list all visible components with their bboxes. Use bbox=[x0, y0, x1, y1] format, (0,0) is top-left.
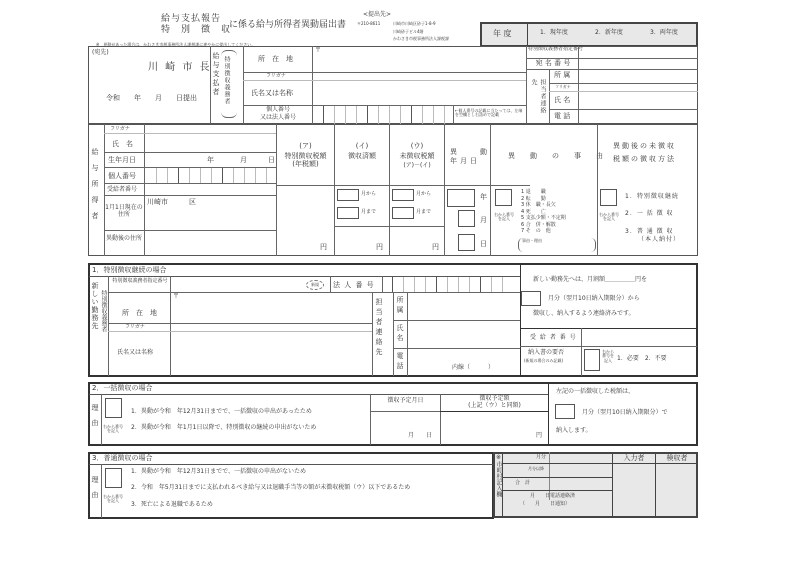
payer-postal-mark: 〒 bbox=[315, 47, 322, 54]
payer-name-input[interactable] bbox=[313, 81, 525, 105]
col-u-yen: 円 bbox=[432, 243, 439, 251]
city-row-month-after: 月分以降 bbox=[528, 466, 544, 471]
section1-recipient-input[interactable] bbox=[582, 329, 697, 346]
employee-vertical-label: 給与所得者 bbox=[91, 148, 99, 228]
method-option-2: 2．一 括 徴 収 bbox=[625, 210, 674, 217]
section1-slip-enter-note: 右から番号を記入 bbox=[602, 349, 614, 363]
reason-item-4: 4 死 亡 bbox=[521, 208, 546, 215]
employee-recipient-input[interactable] bbox=[145, 184, 275, 194]
section1-slip-sub: (新規の場合のみ記載) bbox=[524, 358, 564, 363]
reason-item-5: 5 支払少額・不定期 bbox=[521, 215, 566, 221]
section1-note-line3: 徴収し、納入するよう連絡済みです。 bbox=[533, 310, 635, 317]
birth-month-unit: 月 bbox=[240, 156, 247, 164]
section2-amount-label: 徴収予定額 bbox=[479, 395, 510, 402]
section2-yen: 円 bbox=[536, 432, 543, 439]
city-row-month: 月分 bbox=[536, 454, 547, 460]
col-u-amount-input[interactable] bbox=[390, 227, 444, 255]
contact-dept-input[interactable] bbox=[579, 70, 697, 83]
payer-address-label: 所 在 地 bbox=[258, 55, 293, 63]
method-title-1: 異動後の未徴収 bbox=[613, 142, 676, 150]
section1-slip-input[interactable] bbox=[584, 349, 600, 371]
section1-name-input[interactable] bbox=[171, 324, 371, 376]
reason-list bbox=[521, 189, 566, 235]
employee-name-input[interactable] bbox=[145, 125, 275, 152]
title-suffix: に係る給与所得者異動届出書 bbox=[229, 20, 347, 30]
col-i-amount-input[interactable] bbox=[335, 227, 389, 255]
section2-date-units: 月 日 bbox=[408, 432, 433, 439]
reason-item-2: 2 転 勤 bbox=[521, 195, 546, 202]
section1-note-line2: 月分（翌月10日納入期限分）から bbox=[548, 295, 640, 302]
employee-birth-input[interactable] bbox=[145, 153, 275, 167]
reason-enter-note: 右から番号を記入 bbox=[494, 212, 514, 222]
contact-dept-label: 所 属 bbox=[554, 71, 571, 79]
method-title-2: 税額の徴収方法 bbox=[613, 155, 676, 163]
section1-person-input[interactable] bbox=[408, 321, 520, 348]
col-a-title: 特別徴収税額 bbox=[284, 152, 327, 160]
section1-extension-label: 内線（ ） bbox=[452, 364, 495, 371]
city-check-label: 検収者 bbox=[666, 454, 688, 462]
submit-address1: 川崎市川崎区砂子1-8-9 bbox=[393, 21, 436, 26]
reason-item-1: 1 退 職 bbox=[521, 189, 546, 195]
move-day-unit: 日 bbox=[480, 240, 487, 248]
section1-start-month-input[interactable] bbox=[521, 291, 541, 306]
section1-recipient-label: 受 給 者 番 号 bbox=[530, 334, 577, 341]
employee-furigana-label: フリガナ bbox=[110, 126, 130, 132]
col-a-amount-input[interactable] bbox=[277, 186, 334, 255]
section1-slip-options: 1．必要 2．不要 bbox=[617, 355, 667, 362]
section3-reason-2: 2．令和 年5月31日までに支払われるべき給与又は退職手当等の額が未徴収税額（ウ）以下であるため bbox=[131, 484, 411, 491]
section1-name-label: 氏名又は名称 bbox=[117, 349, 154, 356]
notice-text: ※ 異動があった場合は、かわさき市税事務所法人課税課に速やかに提出してください。 bbox=[96, 42, 256, 47]
employee-name-label: 氏 名 bbox=[112, 140, 133, 148]
city-input-label: 入力者 bbox=[623, 454, 645, 462]
col-u-to-label: 月まで bbox=[416, 209, 432, 215]
move-year-unit: 年 bbox=[480, 193, 487, 201]
submit-address3: かわさき市税事務所法人課税課 bbox=[393, 36, 449, 41]
submission-date[interactable]: 令和 年 月 日提出 bbox=[106, 94, 197, 102]
reason-item-7: 7 そ の 他 bbox=[521, 228, 551, 234]
section3-reason-input[interactable] bbox=[105, 468, 122, 488]
move-date-sub: 年月日 bbox=[450, 157, 480, 165]
contact-phone-label: 電 話 bbox=[554, 112, 571, 120]
col-u-title: 未徴収税額 bbox=[399, 152, 435, 160]
section2-reason-input[interactable] bbox=[105, 398, 122, 418]
section2-title: 2．一括徴収の場合 bbox=[92, 384, 153, 392]
address-number-input[interactable] bbox=[579, 59, 697, 69]
contact-phone-input[interactable] bbox=[579, 110, 697, 123]
section2-note-line1: 左記の一括徴収した税額は、 bbox=[556, 388, 635, 395]
designation-number-input[interactable] bbox=[579, 47, 697, 58]
col-u-from-label: 月から bbox=[416, 191, 432, 197]
city-row-notice: （ 月 日通知） bbox=[520, 501, 571, 507]
section2-note-line2: 月分（翌月10日納入期限分）で bbox=[582, 409, 668, 416]
section3-reason-label: 理由 bbox=[91, 476, 99, 506]
section1-slip-label: 納入書の要否 bbox=[528, 349, 565, 356]
payer-number-note: ←個人番号の記載に当たっては、左端を空欄とし右詰めで記載 bbox=[455, 108, 523, 118]
col-a-sub: (年税額) bbox=[292, 160, 319, 168]
payer-furigana-label: フリガナ bbox=[266, 73, 286, 79]
section1-contact-label: 担当者連絡先 bbox=[375, 298, 383, 358]
section2-reason-2: 2．異動が令和 年1月1日以降で、特別徴収の継続の申出がないため bbox=[131, 424, 317, 431]
reason-item-3: 3 休 職・長欠 bbox=[521, 202, 556, 208]
method-code-input[interactable] bbox=[600, 189, 617, 206]
section2-note-line3: 納入します。 bbox=[556, 427, 592, 434]
reason-item-6: 6 合 併・解散 bbox=[521, 221, 556, 228]
new-address-input[interactable] bbox=[145, 231, 275, 255]
col-i-from-month-input[interactable] bbox=[337, 189, 359, 201]
col-i-from-label: 月から bbox=[361, 191, 377, 197]
title-line1: 給与支払報告 bbox=[161, 14, 222, 24]
col-a-yen: 円 bbox=[320, 243, 327, 251]
employee-recipient-label: 受給者番号 bbox=[107, 186, 138, 193]
mayor-label: 川 崎 市 長 bbox=[148, 62, 212, 73]
col-i-to-label: 月まで bbox=[361, 209, 377, 215]
city-use-vertical-label: ※市町村記入欄 bbox=[495, 454, 502, 497]
submit-to-label: <提出先> bbox=[363, 11, 392, 18]
section1-vertical-label: 新しい勤務先 bbox=[91, 282, 99, 330]
section1-dept-input[interactable] bbox=[408, 293, 520, 319]
move-date-label: 異 動 bbox=[450, 148, 495, 156]
fiscal-year-label: 年 度 bbox=[493, 29, 512, 38]
address-number-label: 宛 名 番 号 bbox=[535, 59, 571, 67]
section1-corp-number-label: 法 人 番 号 bbox=[333, 281, 375, 289]
section1-phone-label: 電話 bbox=[396, 352, 404, 372]
section1-designation-input[interactable] bbox=[171, 277, 301, 292]
employee-number-label: 個人番号 bbox=[108, 172, 136, 180]
section2-date-input[interactable] bbox=[371, 412, 440, 445]
section2-reason-label: 理由 bbox=[91, 404, 99, 434]
reason-detail-note: 事由・理由 bbox=[522, 238, 542, 243]
col-u-to-month-input[interactable] bbox=[392, 207, 414, 219]
section2-reason-1: 1．異動が令和 年12月31日までで、一括徴収の申出があったため bbox=[131, 408, 312, 415]
contact-name-input[interactable] bbox=[579, 84, 697, 109]
section1-designation-label: 特別徴収義務者指定番号 bbox=[112, 278, 168, 284]
section2-month-input[interactable] bbox=[555, 404, 575, 419]
section3-title: 3．普通徴収の場合 bbox=[92, 454, 153, 462]
payer-number-label-2: 又は法人番号 bbox=[259, 114, 296, 121]
section1-phone-input[interactable] bbox=[408, 349, 520, 376]
method-enter-note: 右から番号を記入 bbox=[599, 212, 619, 222]
payer-vertical-label: 給与支払者 bbox=[212, 52, 220, 97]
method-option-3-sub: （本人納付） bbox=[638, 236, 681, 243]
section2-date-label: 徴収予定月日 bbox=[387, 397, 424, 404]
section2-amount-sub: (上記（ウ）と同額) bbox=[468, 402, 521, 409]
reason-code-input[interactable] bbox=[495, 189, 512, 206]
payer-name-label: 氏名又は名称 bbox=[251, 89, 293, 97]
fiscal-year-option-2[interactable]: 2．新年度 bbox=[595, 29, 623, 36]
birth-day-unit: 日 bbox=[268, 156, 275, 164]
col-u-sub: (ア)－(イ) bbox=[403, 162, 431, 169]
section1-title: 1．特別徴収継続の場合 bbox=[92, 266, 167, 274]
col-i-title: 徴収済額 bbox=[348, 152, 376, 160]
col-a-label: (ア) bbox=[299, 142, 312, 150]
section1-dept-label: 所属 bbox=[396, 296, 404, 316]
contact-furigana-label: フリガナ bbox=[555, 84, 571, 89]
method-option-1: 1．特別徴収継続 bbox=[625, 193, 679, 200]
section1-person-label: 氏名 bbox=[396, 324, 404, 344]
section3-reason-1: 1．異動が令和 年12月31日までで、一括徴収の申出がないため bbox=[131, 468, 306, 475]
payer-address-input[interactable] bbox=[313, 47, 525, 72]
move-month-input[interactable] bbox=[458, 210, 475, 227]
new-address-label: 異動後の住所 bbox=[105, 235, 142, 242]
col-u-label: (ウ) bbox=[410, 142, 424, 150]
payer-number-label-1: 個人番号 bbox=[265, 106, 290, 113]
section1-furigana-label: フリガナ bbox=[125, 324, 145, 330]
section2-amount-input[interactable] bbox=[441, 412, 548, 445]
col-u-from-month-input[interactable] bbox=[392, 189, 414, 201]
submit-postal: 〒210-8611 bbox=[357, 21, 381, 26]
city-row-total: 合 計 bbox=[515, 480, 531, 486]
col-i-yen: 円 bbox=[376, 243, 383, 251]
addressee-label: (宛先) bbox=[92, 49, 109, 56]
birth-year-unit: 年 bbox=[207, 156, 214, 164]
city-row-phone-contact: 月 日電話連絡済 bbox=[530, 493, 576, 499]
submit-address2: 川崎砂子ビル4階 bbox=[393, 29, 424, 34]
employee-number-input[interactable] bbox=[145, 168, 276, 183]
section1-address-label: 所 在 地 bbox=[122, 309, 157, 317]
fiscal-year-option-1[interactable]: 1．現年度 bbox=[540, 29, 568, 36]
move-month-unit: 月 bbox=[480, 216, 487, 224]
section3-enter-note: 右から番号を記入 bbox=[103, 494, 123, 504]
reason-title: 異 動 の 事 由 bbox=[508, 152, 607, 160]
contact-label: 担当者連絡先 bbox=[530, 79, 546, 114]
jan1-address-value[interactable]: 川崎市 区 bbox=[147, 198, 196, 206]
section1-address-input[interactable] bbox=[171, 293, 371, 323]
section1-corp-number-input[interactable] bbox=[392, 277, 520, 292]
section2-enter-note: 右から番号を記入 bbox=[103, 424, 123, 434]
method-option-3: 3．普 通 徴 収 bbox=[625, 228, 674, 235]
section1-new-badge: 新規 bbox=[306, 280, 324, 290]
section1-postal-mark: 〒 bbox=[173, 293, 180, 300]
section1-paren-label: 特別徴収義務者 bbox=[100, 290, 107, 332]
move-day-input[interactable] bbox=[458, 234, 475, 251]
section3-reason-3: 3．死亡による退職であるため bbox=[131, 501, 213, 508]
move-year-input[interactable] bbox=[447, 189, 475, 207]
contact-name-label: 氏 名 bbox=[554, 96, 571, 104]
col-i-to-month-input[interactable] bbox=[337, 207, 359, 219]
col-i-label: (イ) bbox=[355, 142, 369, 150]
section1-note-line1: 新しい勤務先へは、月割額＿＿＿＿＿円を bbox=[533, 276, 648, 283]
title-line2: 特 別 徴 収 bbox=[161, 25, 232, 35]
fiscal-year-option-3[interactable]: 3．両年度 bbox=[650, 29, 678, 36]
employee-birth-label: 生年月日 bbox=[108, 156, 136, 164]
designation-number-label: 特別徴収義務者指定番号 bbox=[528, 46, 584, 52]
jan1-address-label: 1月1日現在の住所 bbox=[105, 204, 143, 218]
payer-number-input[interactable] bbox=[313, 106, 453, 124]
payer-paren-label: 特別徴収義務者 bbox=[223, 56, 230, 105]
